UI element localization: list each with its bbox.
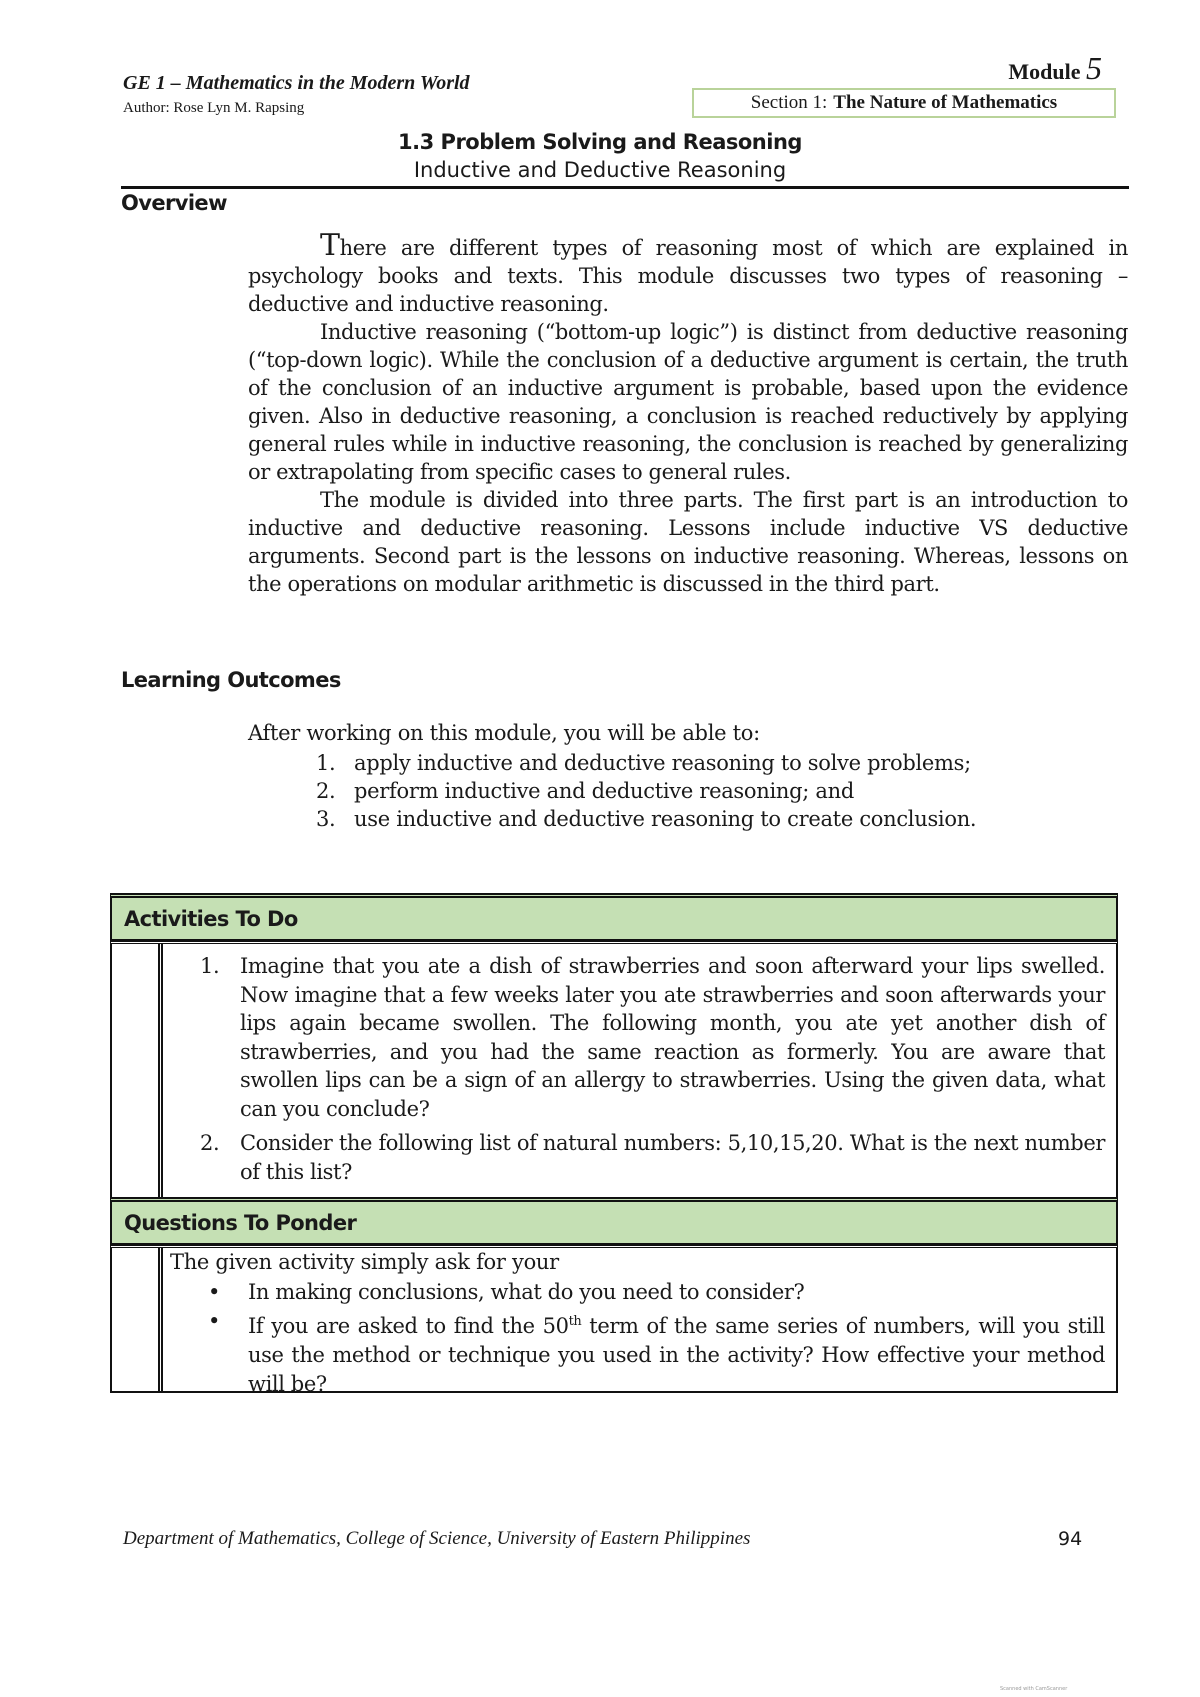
author-line: Author: Rose Lyn M. Rapsing — [123, 100, 305, 116]
outcomes-intro: After working on this module, you will be able to: — [248, 721, 760, 745]
questions-header: Questions To Ponder — [110, 1197, 1118, 1245]
overview-paragraph-2: Inductive reasoning (“bottom-up logic”) is distinct from deductive reasoning (“top-down logic). While the conclusion of a deductive argument is certain, the truth of the conclusion of an inductive argument is probable, based upon the evidence given. Also in deductive reasoning, a conclusion is reached reductively by applying general rules while in inductive reasoning, the conclusion is reached by generalizing or extrapolating from specific cases to general rules. — [248, 320, 1128, 484]
page-number: 94 — [1058, 1528, 1083, 1550]
activities-list — [200, 952, 1105, 1192]
dropcap-letter: T — [320, 228, 340, 263]
bullet-icon: • — [208, 1280, 220, 1304]
item-text: use inductive and deductive reasoning to create conclusion. — [354, 807, 977, 831]
item-number: 1. — [316, 751, 336, 775]
questions-intro: The given activity simply ask for your — [170, 1250, 559, 1274]
overview-body — [248, 228, 1128, 598]
item-number: 2. — [200, 1131, 220, 1155]
item-text: perform inductive and deductive reasoning; and — [354, 779, 854, 803]
overview-heading: Overview — [121, 191, 227, 215]
section-title: The Nature of Mathematics — [833, 92, 1058, 113]
overview-paragraph-3: The module is divided into three parts. The first part is an introduction to inductive and deductive reasoning. Lessons include inductive VS deductive arguments. Second part is the lessons on inductive reasoning. Whereas, lessons on the operations on modular arithmetic is discussed in the third part. — [248, 488, 1128, 596]
item-text: Imagine that you ate a dish of strawberries and soon afterward your lips swelled. Now imagine that a few weeks later you ate strawberries and soon afterwards your lips again became swollen. The following month, you ate yet another dish of strawberries, and you had the same reaction as formerly. You are aware that swollen lips can be a sign of an allergy to strawberries. Using the given data, what can you conclude? — [240, 954, 1105, 1121]
bullet-icon: • — [208, 1309, 220, 1333]
list-item — [200, 952, 1105, 1123]
question-text: In making conclusions, what do you need to consider? — [248, 1280, 805, 1304]
module-label-text: Module — [1008, 59, 1081, 84]
question-text-part: term of the same series of numbers, will you still use the method or technique you used in the activity? How effective your method will be? — [248, 1314, 1105, 1396]
overview-p1-text: here are different types of reasoning most of which are explained in psychology books and texts. This module discusses two types of reasoning – deductive and inductive reasoning. — [248, 236, 1128, 316]
questions-list — [200, 1278, 1105, 1399]
outcomes-list — [316, 749, 1096, 833]
section-label: Section 1: — [750, 92, 828, 113]
topic-subtitle: Inductive and Deductive Reasoning — [413, 158, 787, 182]
question-text-part: If you are asked to find the 50 — [248, 1314, 569, 1338]
item-number: 1. — [200, 954, 220, 978]
item-text: Consider the following list of natural numbers: 5,10,15,20. What is the next number of this list? — [240, 1131, 1105, 1184]
topic-title: 1.3 Problem Solving and Reasoning — [398, 130, 802, 154]
list-item — [316, 777, 1096, 805]
list-item — [316, 749, 1096, 777]
activities-header: Activities To Do — [110, 893, 1118, 941]
learning-outcomes-heading: Learning Outcomes — [121, 668, 341, 692]
header-rule — [121, 186, 1129, 189]
superscript: th — [568, 1314, 582, 1329]
list-item — [200, 1307, 1105, 1399]
list-item — [316, 805, 1096, 833]
course-title: GE 1 – Mathematics in the Modern World — [123, 72, 470, 94]
scan-watermark: Scanned with CamScanner — [1000, 1686, 1068, 1692]
box-margin-rule — [158, 1248, 163, 1391]
footer-department: Department of Mathematics, College of Science, University of Eastern Philippines — [123, 1528, 751, 1549]
module-number: 5 — [1086, 50, 1102, 86]
list-item — [200, 1278, 1105, 1307]
item-number: 2. — [316, 779, 336, 803]
question-text — [248, 1307, 1105, 1399]
item-number: 3. — [316, 807, 336, 831]
item-text: apply inductive and deductive reasoning to solve problems; — [354, 751, 971, 775]
list-item — [200, 1129, 1105, 1186]
overview-paragraph-1 — [248, 228, 1128, 318]
section-box — [692, 88, 1116, 118]
box-margin-rule — [158, 944, 163, 1197]
module-label — [1008, 50, 1102, 87]
